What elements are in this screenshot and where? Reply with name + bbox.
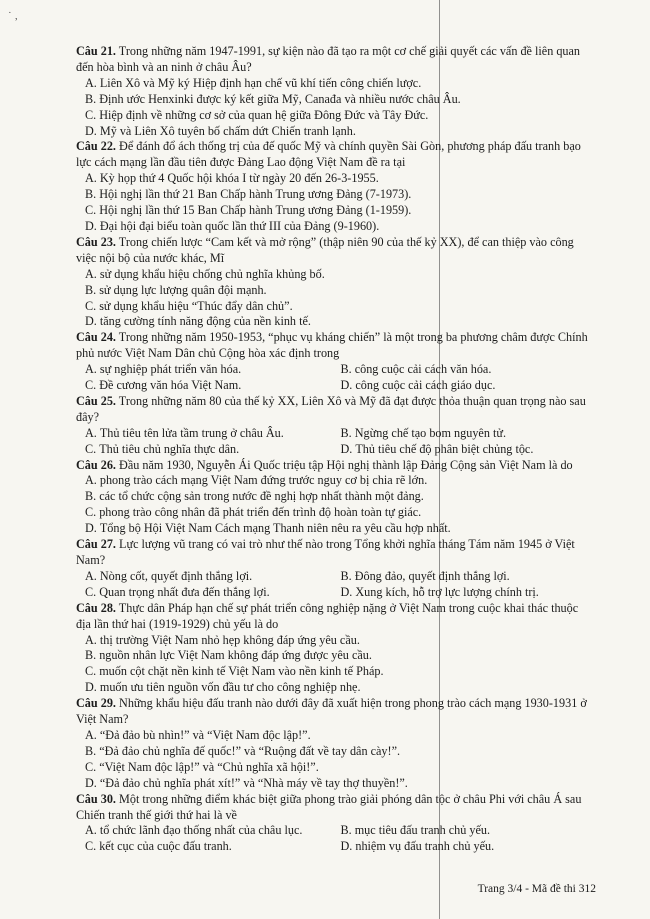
option-text: tăng cường tính năng động của nền kinh tế.	[99, 314, 311, 329]
question-block	[76, 235, 596, 330]
option-text: các tổ chức cộng sản trong nước đề nghị hợp nhất thành một đảng.	[99, 489, 424, 504]
option-text: sử dụng khẩu hiệu chống chủ nghĩa khủng bố.	[99, 266, 325, 281]
option-row	[76, 569, 596, 585]
option-letter: C.	[85, 759, 97, 774]
answer-option	[76, 171, 596, 187]
option-letter: C.	[85, 378, 97, 393]
question-block	[76, 330, 596, 394]
question-block	[76, 394, 596, 458]
question-number: Câu 21.	[76, 44, 116, 58]
option-letter: A.	[85, 75, 97, 90]
option-letter: B.	[85, 648, 97, 663]
question-text: Lực lượng vũ trang có vai trò như thế nào trong Tổng khởi nghĩa tháng Tám năm 1945 ở Việt Nam?	[76, 537, 575, 567]
question-number: Câu 29.	[76, 696, 116, 711]
question-stem	[76, 458, 596, 474]
answer-option	[341, 839, 597, 855]
question-stem	[76, 792, 596, 824]
option-letter: D.	[85, 218, 97, 233]
question-block	[76, 601, 596, 696]
option-letter: D.	[340, 839, 353, 854]
answer-option	[85, 823, 341, 839]
answer-option	[76, 680, 596, 696]
answer-option	[85, 839, 341, 855]
option-row	[76, 362, 596, 378]
option-letter: B.	[340, 568, 352, 583]
question-text: Trong những năm 1950-1953, “phục vụ kháng chiến” là một trong ba phương châm được Chính phủ nước Việt Nam Dân chủ Cộng hòa xác định trong	[76, 330, 588, 361]
option-letter: B.	[85, 282, 97, 297]
question-text: Một trong những điểm khác biệt giữa phong trào giải phóng dân tộc ở châu Phi với châu Á sau Chiến tranh thế giới thứ hai là về	[76, 791, 582, 822]
answer-option	[85, 362, 341, 378]
option-text: muốn cột chặt nền kinh tế Việt Nam vào nền kinh tế Pháp.	[99, 664, 384, 679]
option-text: công cuộc cải cách văn hóa.	[354, 362, 492, 377]
answer-option	[76, 187, 596, 203]
question-number: Câu 22.	[76, 139, 116, 154]
option-letter: B.	[340, 823, 352, 838]
option-text: Thủ tiêu chủ nghĩa thực dân.	[99, 441, 240, 456]
answer-option	[85, 426, 341, 442]
option-text: Mỹ và Liên Xô tuyên bố chấm dứt Chiến tranh lạnh.	[99, 123, 356, 138]
option-text: nguồn nhân lực Việt Nam không đáp ứng được yêu cầu.	[99, 648, 372, 663]
answer-option	[76, 505, 596, 521]
question-text: Những khẩu hiệu đấu tranh nào dưới đây đã xuất hiện trong phong trào cách mạng 1930-1931 ở Việt Nam?	[76, 696, 587, 727]
option-letter: B.	[340, 425, 352, 440]
question-stem	[76, 235, 596, 267]
answer-option	[341, 362, 597, 378]
question-list	[76, 44, 596, 855]
question-text: Để đánh đổ ách thống trị của đế quốc Mỹ và chính quyền Sài Gòn, phương pháp đấu tranh bạo lực cách mạng lần đầu tiên được Đảng Lao động Việt Nam đề ra tại	[76, 139, 581, 170]
answer-option	[76, 760, 596, 776]
answer-option	[76, 267, 596, 283]
option-letter: C.	[85, 441, 97, 456]
answer-option	[76, 299, 596, 315]
option-letter: A.	[85, 727, 97, 742]
option-text: công cuộc cải cách giáo dục.	[355, 378, 496, 393]
option-letter: C.	[85, 298, 97, 313]
question-stem	[76, 139, 596, 171]
answer-option	[76, 108, 596, 124]
option-row	[76, 426, 596, 442]
option-text: Đại hội đại biểu toàn quốc lần thứ III của Đảng (9-1960).	[99, 218, 380, 233]
answer-option	[85, 569, 341, 585]
option-row	[76, 585, 596, 601]
question-text: Trong những năm 80 của thế kỷ XX, Liên Xô và Mỹ đã đạt được thỏa thuận quan trọng nào sau đây?	[76, 393, 586, 424]
question-number: Câu 30.	[76, 791, 116, 806]
answer-option	[341, 585, 597, 601]
option-text: Đông đảo, quyết định thắng lợi.	[354, 568, 510, 583]
question-number: Câu 28.	[76, 600, 116, 615]
option-text: phong trào cách mạng Việt Nam đứng trước nguy cơ bị chia rẽ lớn.	[99, 473, 428, 488]
answer-option	[76, 283, 596, 299]
answer-option	[76, 728, 596, 744]
question-number: Câu 26.	[76, 457, 116, 472]
option-text: Thủ tiêu chế độ phân biệt chủng tộc.	[355, 441, 534, 456]
option-letter: C.	[85, 505, 97, 520]
question-block	[76, 537, 596, 601]
option-text: Hội nghị lần thứ 21 Ban Chấp hành Trung ương Đảng (7-1973).	[99, 187, 412, 202]
question-stem	[76, 330, 596, 362]
question-stem	[76, 44, 596, 76]
option-letter: A.	[85, 362, 97, 377]
answer-option	[76, 92, 596, 108]
answer-option	[76, 648, 596, 664]
question-number: Câu 27.	[76, 537, 116, 552]
option-letter: A.	[85, 823, 97, 838]
option-text: sử dụng lực lượng quân đội mạnh.	[99, 282, 267, 297]
option-letter: D.	[85, 521, 97, 536]
answer-option	[341, 426, 597, 442]
option-text: nhiệm vụ đấu tranh chủ yếu.	[355, 839, 495, 854]
option-letter: B.	[85, 743, 97, 758]
answer-option	[85, 442, 341, 458]
option-text: Đề cương văn hóa Việt Nam.	[99, 378, 242, 393]
answer-option	[76, 664, 596, 680]
question-text: Thực dân Pháp hạn chế sự phát triển công nghiệp nặng ở Việt Nam trong cuộc khai thác thuộc địa lần thứ hai (1919-1929) chủ yếu là do	[76, 600, 579, 631]
option-letter: A.	[85, 632, 97, 647]
option-text: Nòng cốt, quyết định thắng lợi.	[99, 568, 253, 583]
question-text: Đầu năm 1930, Nguyễn Ái Quốc triệu tập Hội nghị thành lập Đảng Cộng sản Việt Nam là do	[119, 457, 573, 472]
option-letter: D.	[85, 314, 97, 329]
option-text: kết cục của cuộc đấu tranh.	[99, 839, 232, 854]
option-text: Hiệp định về những cơ sở của quan hệ giữa Đông Đức và Tây Đức.	[99, 107, 429, 122]
option-letter: D.	[85, 775, 97, 790]
option-letter: A.	[85, 568, 97, 583]
page-footer: Trang 3/4 - Mã đề thi 312	[477, 883, 596, 895]
answer-option	[341, 378, 597, 394]
answer-option	[76, 489, 596, 505]
option-text: Hội nghị lần thứ 15 Ban Chấp hành Trung ương Đảng (1-1959).	[99, 203, 412, 218]
question-number: Câu 23.	[76, 234, 116, 249]
question-stem	[76, 696, 596, 728]
option-row	[76, 442, 596, 458]
option-letter: D.	[340, 584, 353, 599]
option-text: “Việt Nam độc lập!” và “Chủ nghĩa xã hội!”.	[99, 759, 319, 774]
question-stem	[76, 601, 596, 633]
answer-option	[85, 378, 341, 394]
option-text: Kỳ họp thứ 4 Quốc hội khóa I từ ngày 20 đến 26-3-1955.	[99, 171, 379, 186]
option-row	[76, 378, 596, 394]
answer-option	[85, 585, 341, 601]
option-letter: D.	[340, 378, 353, 393]
question-stem	[76, 537, 596, 569]
question-number: Câu 24.	[76, 330, 116, 345]
answer-option	[76, 219, 596, 235]
option-letter: B.	[340, 362, 352, 377]
question-stem	[76, 394, 596, 426]
option-text: mục tiêu đấu tranh chủ yếu.	[354, 823, 491, 838]
option-letter: D.	[85, 123, 97, 138]
scan-mark: ˙ ‚	[8, 10, 19, 22]
question-block	[76, 792, 596, 856]
option-letter: C.	[85, 107, 97, 122]
question-text: Trong những năm 1947-1991, sự kiện nào đã tạo ra một cơ chế giải quyết các vấn đề liên quan đến hòa bình và an ninh ở châu Âu?	[76, 44, 581, 74]
answer-option	[76, 124, 596, 140]
answer-option	[76, 744, 596, 760]
answer-option	[76, 633, 596, 649]
answer-option	[76, 314, 596, 330]
option-text: muốn ưu tiên nguồn vốn đầu tư cho công nghiệp nhẹ.	[99, 680, 361, 695]
option-text: Tổng bộ Hội Việt Nam Cách mạng Thanh niên nêu ra yêu cầu hợp nhất.	[99, 521, 451, 536]
option-letter: D.	[85, 680, 97, 695]
option-text: sử dụng khẩu hiệu “Thúc đẩy dân chủ”.	[99, 298, 293, 313]
option-letter: B.	[85, 489, 97, 504]
option-letter: C.	[85, 584, 97, 599]
question-block	[76, 44, 596, 139]
answer-option	[341, 823, 597, 839]
option-text: “Đả đảo chủ nghĩa đế quốc!” và “Ruộng đất về tay dân cày!”.	[99, 743, 401, 758]
option-letter: C.	[85, 839, 97, 854]
answer-option	[341, 569, 597, 585]
option-text: Thủ tiêu tên lửa tầm trung ở châu Âu.	[99, 425, 284, 440]
option-letter: C.	[85, 664, 97, 679]
answer-option	[76, 473, 596, 489]
option-row	[76, 839, 596, 855]
option-text: “Đả đảo bù nhìn!” và “Việt Nam độc lập!”.	[99, 727, 311, 742]
option-text: phong trào công nhân đã phát triển đến trình độ hoàn toàn tự giác.	[99, 505, 422, 520]
option-text: tổ chức lãnh đạo thống nhất của châu lục.	[99, 823, 303, 838]
option-text: “Đả đảo chủ nghĩa phát xít!” và “Nhà máy về tay thợ thuyền!”.	[99, 775, 408, 790]
option-letter: D.	[340, 441, 353, 456]
option-letter: A.	[85, 473, 97, 488]
option-row	[76, 823, 596, 839]
option-letter: A.	[85, 425, 97, 440]
answer-option	[341, 442, 597, 458]
answer-option	[76, 776, 596, 792]
option-text: thị trường Việt Nam nhỏ hẹp không đáp ứng yêu cầu.	[99, 632, 360, 647]
option-letter: B.	[85, 91, 97, 106]
option-text: Xung kích, hỗ trợ lực lượng chính trị.	[355, 584, 539, 599]
option-text: Liên Xô và Mỹ ký Hiệp định hạn chế vũ khí tiến công chiến lược.	[99, 75, 422, 90]
option-letter: B.	[85, 187, 97, 202]
option-text: Quan trọng nhất đưa đến thắng lợi.	[99, 584, 270, 599]
option-letter: C.	[85, 203, 97, 218]
question-block	[76, 458, 596, 538]
question-block	[76, 696, 596, 791]
answer-option	[76, 521, 596, 537]
option-text: sự nghiệp phát triển văn hóa.	[99, 362, 242, 377]
question-text: Trong chiến lược “Cam kết và mở rộng” (thập niên 90 của thế kỷ XX), để can thiệp vào công việc nội bộ của nước khác, Mĩ	[76, 234, 574, 265]
question-number: Câu 25.	[76, 393, 116, 408]
option-letter: A.	[85, 266, 97, 281]
option-letter: A.	[85, 171, 97, 186]
question-block	[76, 139, 596, 234]
answer-option	[76, 76, 596, 92]
answer-option	[76, 203, 596, 219]
option-text: Ngừng chế tạo bom nguyên tử.	[354, 425, 506, 440]
option-text: Định ước Henxinki được ký kết giữa Mỹ, Canađa và nhiều nước châu Âu.	[99, 91, 461, 106]
